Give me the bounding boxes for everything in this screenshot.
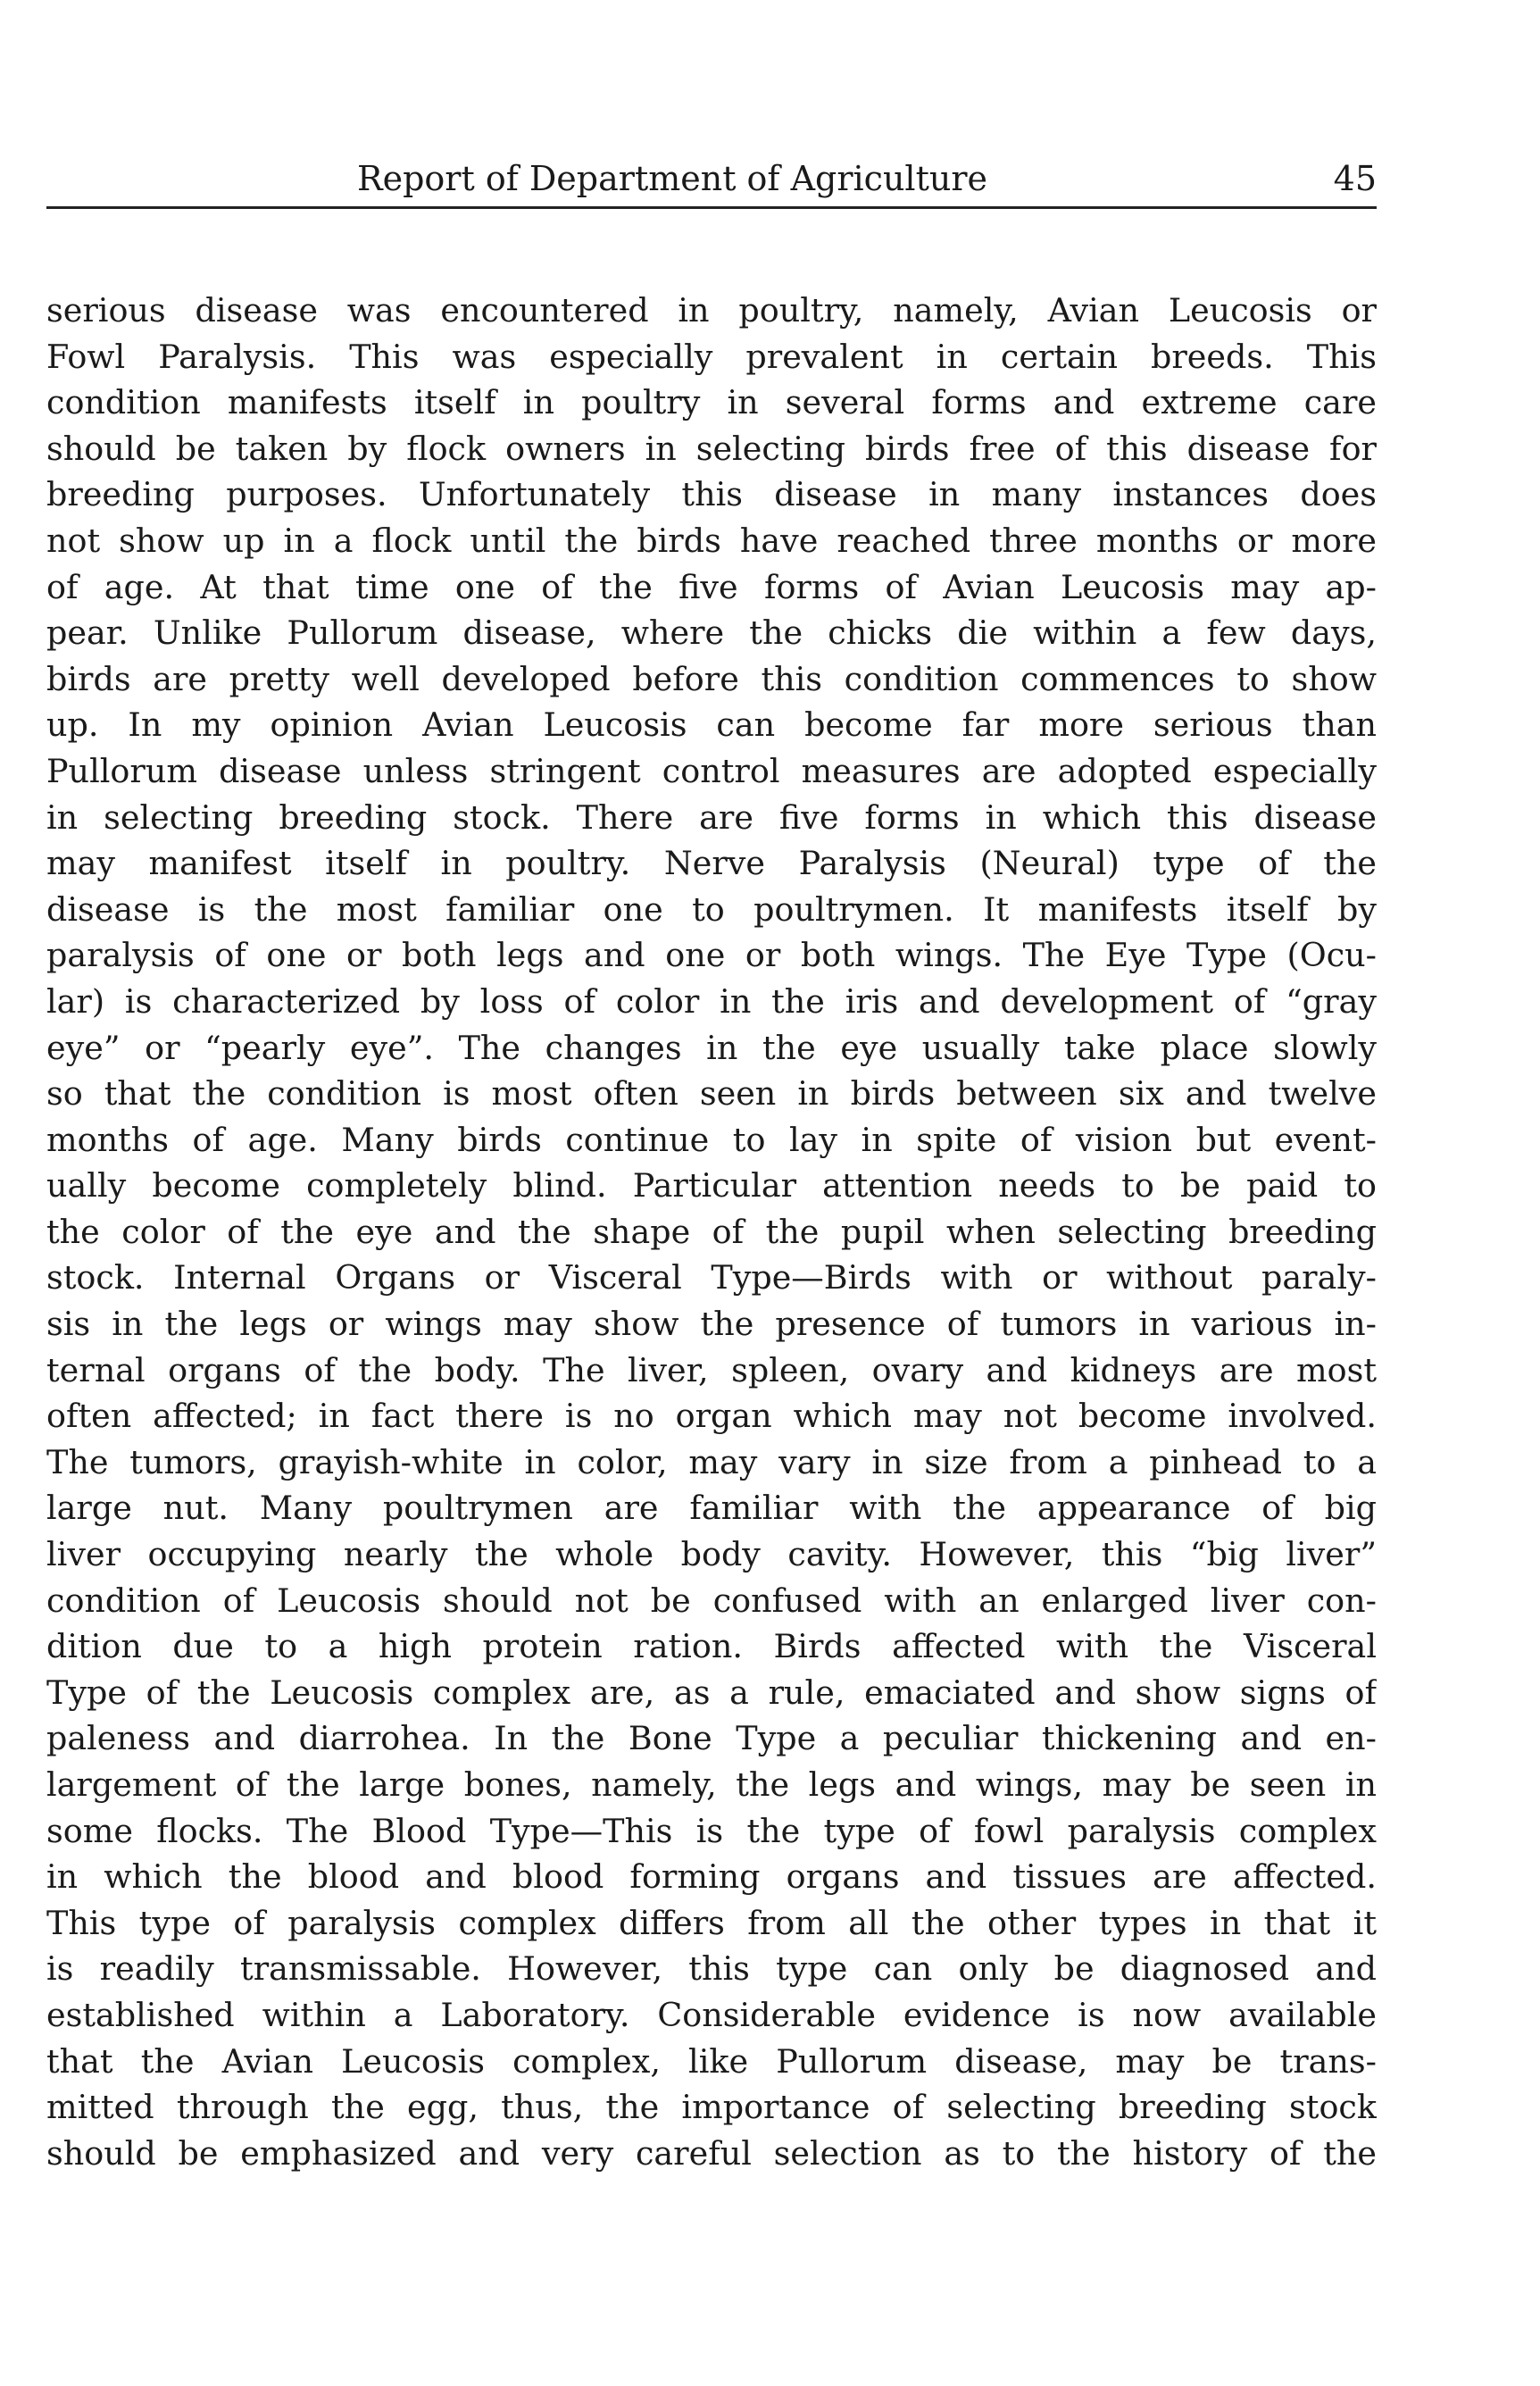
text-line: mitted through the egg, thus, the importance of selecting breeding stock [46,2088,1377,2127]
text-line: paleness and diarrohea. In the Bone Type a peculiar thickening and en- [46,1719,1377,1758]
text-line: should be taken by flock owners in selecting birds free of this disease for [46,429,1377,468]
text-line: the color of the eye and the shape of the pupil when selecting breeding [46,1212,1377,1251]
text-line: in which the blood and blood forming organs and tissues are affected. [46,1857,1377,1897]
text-line: disease is the most familiar one to poultrymen. It manifests itself by [46,889,1377,929]
text-line: should be emphasized and very careful selection as to the history of the [46,2133,1377,2173]
text-line: condition manifests itself in poultry in several forms and extreme care [46,383,1377,422]
text-line: sis in the legs or wings may show the presence of tumors in various in- [46,1305,1377,1344]
text-line: established within a Laboratory. Considerable evidence is now available [46,1995,1377,2034]
text-line: of age. At that time one of the five forms of Avian Leucosis may ap- [46,567,1377,606]
running-header [46,152,1377,211]
text-line: dition due to a high protein ration. Birds affected with the Visceral [46,1627,1377,1666]
text-line: liver occupying nearly the whole body cavity. However, this “big liver” [46,1535,1377,1574]
text-line: in selecting breeding stock. There are five forms in which this disease [46,797,1377,837]
text-line: largement of the large bones, namely, the legs and wings, may be seen in [46,1765,1377,1804]
text-line: This type of paralysis complex differs from all the other types in that it [46,1903,1377,1942]
text-line: ually become completely blind. Particular attention needs to be paid to [46,1166,1377,1206]
text-line: The tumors, grayish-white in color, may vary in size from a pinhead to a [46,1442,1377,1481]
text-line: eye” or “pearly eye”. The changes in the eye usually take place slowly [46,1028,1377,1067]
body-paragraph [46,288,1377,2198]
text-line: Type of the Leucosis complex are, as a rule, emaciated and show signs of [46,1673,1377,1712]
text-line: ternal organs of the body. The liver, spleen, ovary and kidneys are most [46,1350,1377,1389]
header-rule [46,206,1377,209]
page-number: 45 [1333,159,1377,198]
text-line: birds are pretty well developed before this condition commences to show [46,659,1377,698]
text-line: often affected; in fact there is no organ which may not become involved. [46,1397,1377,1436]
text-line: may manifest itself in poultry. Nerve Paralysis (Neural) type of the [46,844,1377,883]
text-line: paralysis of one or both legs and one or both wings. The Eye Type (Ocu- [46,936,1377,975]
text-line: large nut. Many poultrymen are familiar with the appearance of big [46,1489,1377,1528]
text-line: is readily transmissable. However, this type can only be diagnosed and [46,1949,1377,1989]
text-line: so that the condition is most often seen in birds between six and twelve [46,1074,1377,1114]
text-line: Pullorum disease unless stringent control measures are adopted especially [46,751,1377,790]
running-title: Report of Department of Agriculture [357,159,987,198]
text-line: that the Avian Leucosis complex, like Pullorum disease, may be trans- [46,2041,1377,2081]
text-line: serious disease was encountered in poultry, namely, Avian Leucosis or [46,291,1377,330]
text-line: condition of Leucosis should not be confused with an enlarged liver con- [46,1581,1377,1620]
text-line: not show up in a flock until the birds have reached three months or more [46,521,1377,560]
text-line: breeding purposes. Unfortunately this disease in many instances does [46,475,1377,514]
text-line: lar) is characterized by loss of color in the iris and development of “gray [46,981,1377,1021]
text-line: pear. Unlike Pullorum disease, where the chicks die within a few days, [46,613,1377,653]
text-line: some flocks. The Blood Type—This is the type of fowl paralysis complex [46,1811,1377,1850]
text-line: stock. Internal Organs or Visceral Type—Birds with or without paraly- [46,1258,1377,1297]
text-line: up. In my opinion Avian Leucosis can become far more serious than [46,705,1377,745]
text-line: months of age. Many birds continue to lay in spite of vision but event- [46,1120,1377,1159]
text-line: Fowl Paralysis. This was especially prevalent in certain breeds. This [46,337,1377,376]
